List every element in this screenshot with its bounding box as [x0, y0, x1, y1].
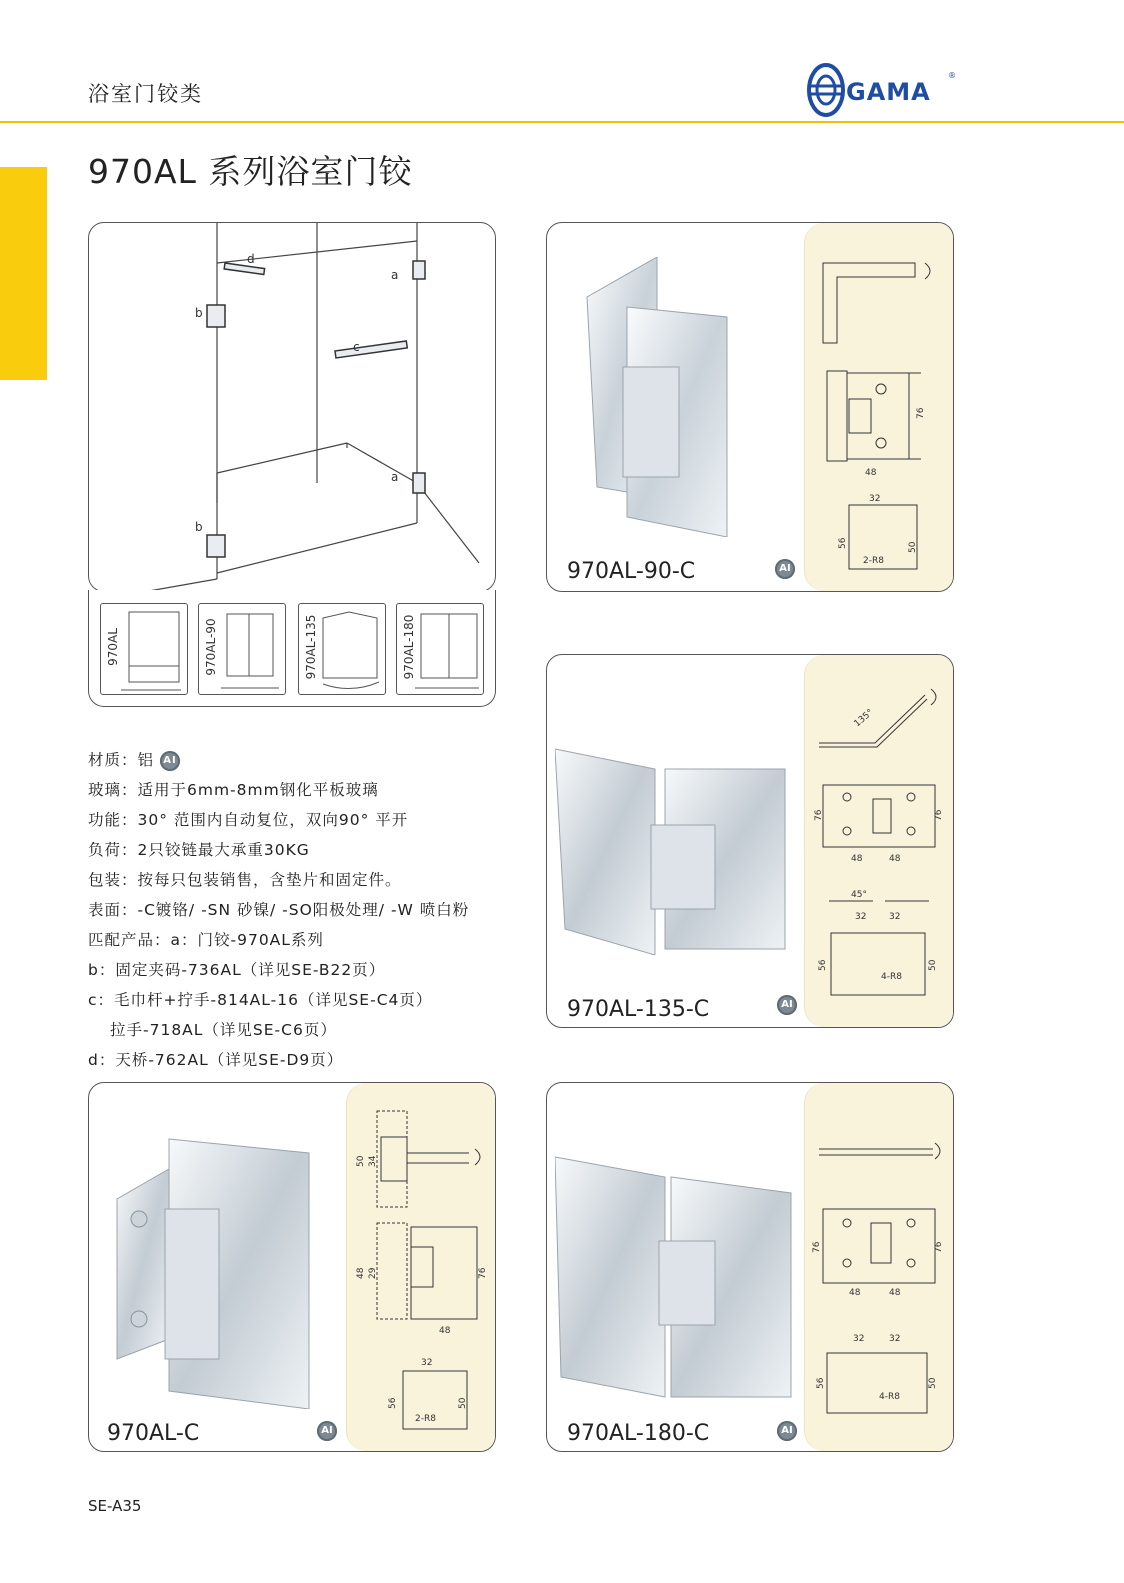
product-code: 970AL-90-C: [567, 559, 696, 584]
spec-load: 负荷：2只铰链最大承重30KG: [88, 841, 310, 859]
spec-match-c2: 拉手-718AL（详见SE-C6页）: [110, 1021, 337, 1039]
dimension-drawing: [805, 223, 953, 591]
dim-label: 50: [458, 1397, 468, 1409]
product-panel-970al-180-c: [546, 1082, 954, 1452]
spec-material: 材质：铝 AI: [88, 745, 469, 775]
dim-label: 56: [816, 1377, 826, 1389]
spec-package: 包装：按每只包装销售，含垫片和固定件。: [88, 871, 402, 889]
scene-label-d: d: [247, 252, 255, 266]
dim-label: 48: [439, 1326, 451, 1336]
scene-label-c: c: [353, 340, 360, 354]
dim-label: 34: [368, 1155, 378, 1167]
product-panel-970al-90-c: [546, 222, 954, 592]
spec-match-d: d：天桥-762AL（详见SE-D9页）: [88, 1051, 344, 1069]
spec-match-b: b：固定夹码-736AL（详见SE-B22页）: [88, 961, 386, 979]
scene-label-b-lower: b: [195, 520, 203, 534]
product-code: 970AL-180-C: [567, 1421, 710, 1446]
scene-label-a: a: [391, 268, 399, 282]
dim-label: 50: [928, 959, 938, 971]
dim-label: 48: [849, 1288, 861, 1298]
dim-label: 50: [356, 1155, 366, 1167]
hinge-photo: [555, 739, 791, 955]
dim-label: 32: [853, 1334, 865, 1344]
spec-list: [88, 745, 469, 1075]
dim-label: 4-R8: [881, 972, 902, 982]
installation-scene-panel: [88, 222, 496, 592]
dim-label: 32: [421, 1358, 433, 1368]
dim-label: 4-R8: [879, 1392, 900, 1402]
hinge-photo: [555, 1147, 795, 1407]
dim-label: 76: [934, 809, 944, 821]
spec-finish: 表面：-C镀铬/ -SN 砂镍/ -SO阳极处理/ -W 喷白粉: [88, 901, 470, 919]
dim-label: 48: [851, 854, 863, 864]
product-panel-970al-c: [88, 1082, 496, 1452]
dim-label: 2-R8: [863, 556, 884, 566]
shower-scene-drawing: [89, 223, 495, 591]
gama-logo: [806, 62, 966, 118]
dim-label: 50: [908, 541, 918, 553]
product-code: 970AL-135-C: [567, 997, 710, 1022]
dimension-drawing: [805, 655, 953, 1027]
page-title: 970AL 系列浴室门铰: [88, 152, 413, 191]
spec-glass: 玻璃：适用于6mm-8mm钢化平板玻璃: [88, 781, 379, 799]
dim-label: 32: [889, 1334, 901, 1344]
dimension-drawing: [805, 1083, 953, 1451]
category-header: 浴室门铰类: [88, 82, 203, 106]
thumb-970al-90: [198, 603, 286, 695]
dim-label: 32: [855, 912, 867, 922]
svg-text:®: ®: [948, 71, 956, 80]
dim-label: 76: [812, 1241, 822, 1253]
dim-label: 76: [478, 1267, 488, 1279]
dim-label: 76: [814, 809, 824, 821]
dim-label: 56: [388, 1397, 398, 1409]
dimension-drawing: [347, 1083, 495, 1451]
hinge-photo: [577, 257, 777, 537]
thumb-label: 970AL-180: [402, 614, 416, 680]
hinge-photo: [109, 1129, 319, 1409]
dim-label: 48: [865, 468, 877, 478]
scene-label-a-lower: a: [391, 470, 399, 484]
dim-label: 50: [928, 1377, 938, 1389]
dimension-drawing-area: [804, 655, 953, 1027]
section-side-tab: [0, 167, 47, 380]
thumb-970al-135: [298, 603, 386, 695]
scene-label-b: b: [195, 306, 203, 320]
aluminium-badge: AI: [317, 1421, 337, 1441]
aluminium-badge: AI: [775, 559, 795, 579]
dimension-drawing-area: [804, 1083, 953, 1451]
dim-label: 2-R8: [415, 1414, 436, 1424]
header-divider: [0, 121, 1124, 123]
spec-match-a: 匹配产品：a：门铰-970AL系列: [88, 931, 324, 949]
dim-label: 135°: [852, 707, 876, 730]
dim-label: 76: [934, 1241, 944, 1253]
dimension-drawing-area: [804, 223, 953, 591]
spec-function: 功能：30° 范围内自动复位，双向90° 平开: [88, 811, 409, 829]
page-number: SE-A35: [88, 1497, 142, 1515]
spec-match-c: c：毛巾杆+拧手-814AL-16（详见SE-C4页）: [88, 991, 433, 1009]
dim-label: 48: [889, 1288, 901, 1298]
thumb-label: 970AL-135: [304, 614, 318, 680]
thumb-label: 970AL-90: [204, 618, 218, 676]
thumb-970al: [100, 603, 188, 695]
dim-label: 32: [889, 912, 901, 922]
dim-label: 32: [869, 494, 881, 504]
svg-text:GAMA: GAMA: [846, 78, 931, 106]
dim-label: 76: [916, 407, 926, 419]
aluminium-badge: AI: [777, 995, 797, 1015]
dim-label: 56: [818, 959, 828, 971]
product-panel-970al-135-c: [546, 654, 954, 1028]
product-code: 970AL-C: [107, 1421, 200, 1446]
thumb-label: 970AL: [106, 628, 120, 666]
dim-label: 48: [889, 854, 901, 864]
dim-label: 29: [368, 1267, 378, 1279]
dim-label: 48: [356, 1267, 366, 1279]
dimension-drawing-area: [346, 1083, 495, 1451]
aluminium-badge: AI: [160, 751, 180, 771]
dim-label: 56: [838, 537, 848, 549]
aluminium-badge: AI: [777, 1421, 797, 1441]
dim-label: 45°: [851, 890, 867, 900]
thumb-970al-180: [396, 603, 484, 695]
